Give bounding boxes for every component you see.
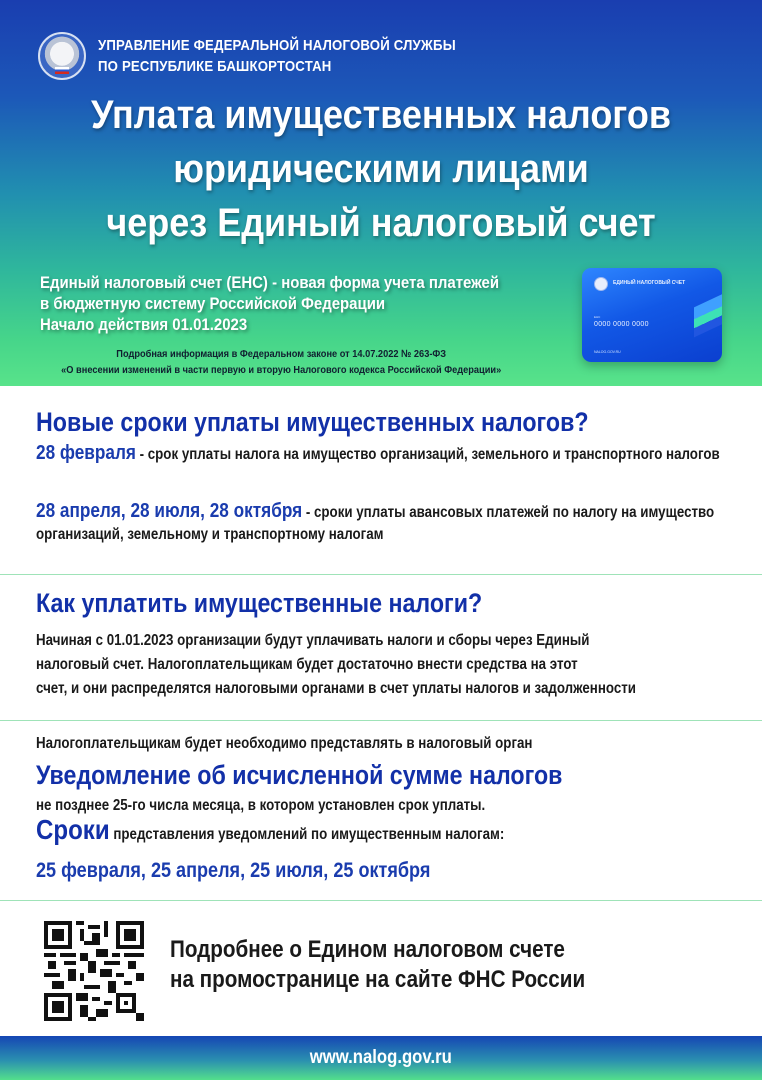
section-notice [0,720,762,900]
deadline-text: - срок уплаты налога на имущество организаций, земельного и транспортного налогов [135,446,720,463]
org-name [98,35,456,77]
more-info-text [170,935,585,995]
body-line: налоговый счет. Налогоплательщикам будет достаточно внести средства на этот [36,656,578,673]
section-heading: Новые сроки уплаты имущественных налогов? [36,407,589,437]
terms-label: Сроки [36,814,110,845]
org-header [38,32,505,80]
ens-card-image [582,268,722,362]
ens-start-date: Начало действия 01.01.2023 [40,315,248,334]
card-title: ЕДИНЫЙ НАЛОГОВЫЙ СЧЕТ [613,280,686,286]
deadline-item [36,500,741,546]
section-how-to-pay [0,574,762,720]
section-body [36,629,741,701]
ens-info-line2: в бюджетную систему Российской Федерации [40,294,386,313]
notice-deadline-note: не позднее 25-го числа месяца, в котором установлен срок уплаты. [36,797,486,814]
hero-banner [0,0,762,386]
deadline-text: - сроки уплаты авансовых платежей по налогу на имущество организаций, земельному и транспортному налогам [36,504,715,543]
ens-info [40,272,499,335]
card-stripe-decoration [694,289,722,338]
more-info-line2: на промостранице на сайте ФНС России [170,966,586,993]
law-reference [26,346,536,378]
section-new-deadlines [0,386,762,574]
card-number: 0000 0000 0000 [594,321,649,328]
page-title [38,88,724,250]
notice-intro: Налогоплательщикам будет необходимо представлять в налоговый орган [36,735,533,752]
qr-code-icon[interactable] [44,921,144,1021]
org-name-line1: УПРАВЛЕНИЕ ФЕДЕРАЛЬНОЙ НАЛОГОВОЙ СЛУЖБЫ [98,37,456,54]
law-line1: Подробная информация в Федеральном законе от 14.07.2022 № 263-ФЗ [116,348,447,360]
footer [0,1036,762,1080]
org-name-line2: ПО РЕСПУБЛИКЕ БАШКОРТОСТАН [98,58,332,75]
title-line1: Уплата имущественных налогов [91,93,671,137]
fns-emblem-icon [38,32,86,80]
card-site: NALOG.GOV.RU [594,350,621,354]
title-line2: юридическими лицами [173,147,589,191]
deadline-date: 28 февраля [36,442,136,464]
section-heading: Как уплатить имущественные налоги? [36,588,483,618]
ens-info-line1: Единый налоговый счет (ЕНС) - новая форма учета платежей [40,273,500,292]
more-info-line1: Подробнее о Едином налоговом счете [170,936,565,963]
notice-title: Уведомление об исчисленной сумме налогов [36,760,563,790]
body-line: Начиная с 01.01.2023 организации будут уплачивать налоги и сборы через Единый [36,632,590,649]
section-more-info [0,900,762,1036]
deadline-item [36,442,741,466]
website-link[interactable]: www.nalog.gov.ru [309,1047,453,1068]
notice-terms [36,814,741,846]
terms-text: представления уведомлений по имущественным налогам: [109,826,505,843]
card-label: ЕНС [594,315,601,319]
notice-dates: 25 февраля, 25 апреля, 25 июля, 25 октября [36,859,431,882]
deadline-date: 28 апреля, 28 июля, 28 октября [36,500,303,522]
body-line: счет, и они распределятся налоговыми органами в счет уплаты налогов и задолженности [36,680,636,697]
law-line2: «О внесении изменений в части первую и вторую Налогового кодекса Российской Федерации» [61,364,502,376]
title-line3: через Единый налоговый счет [106,201,656,245]
card-emblem-icon [594,277,608,291]
